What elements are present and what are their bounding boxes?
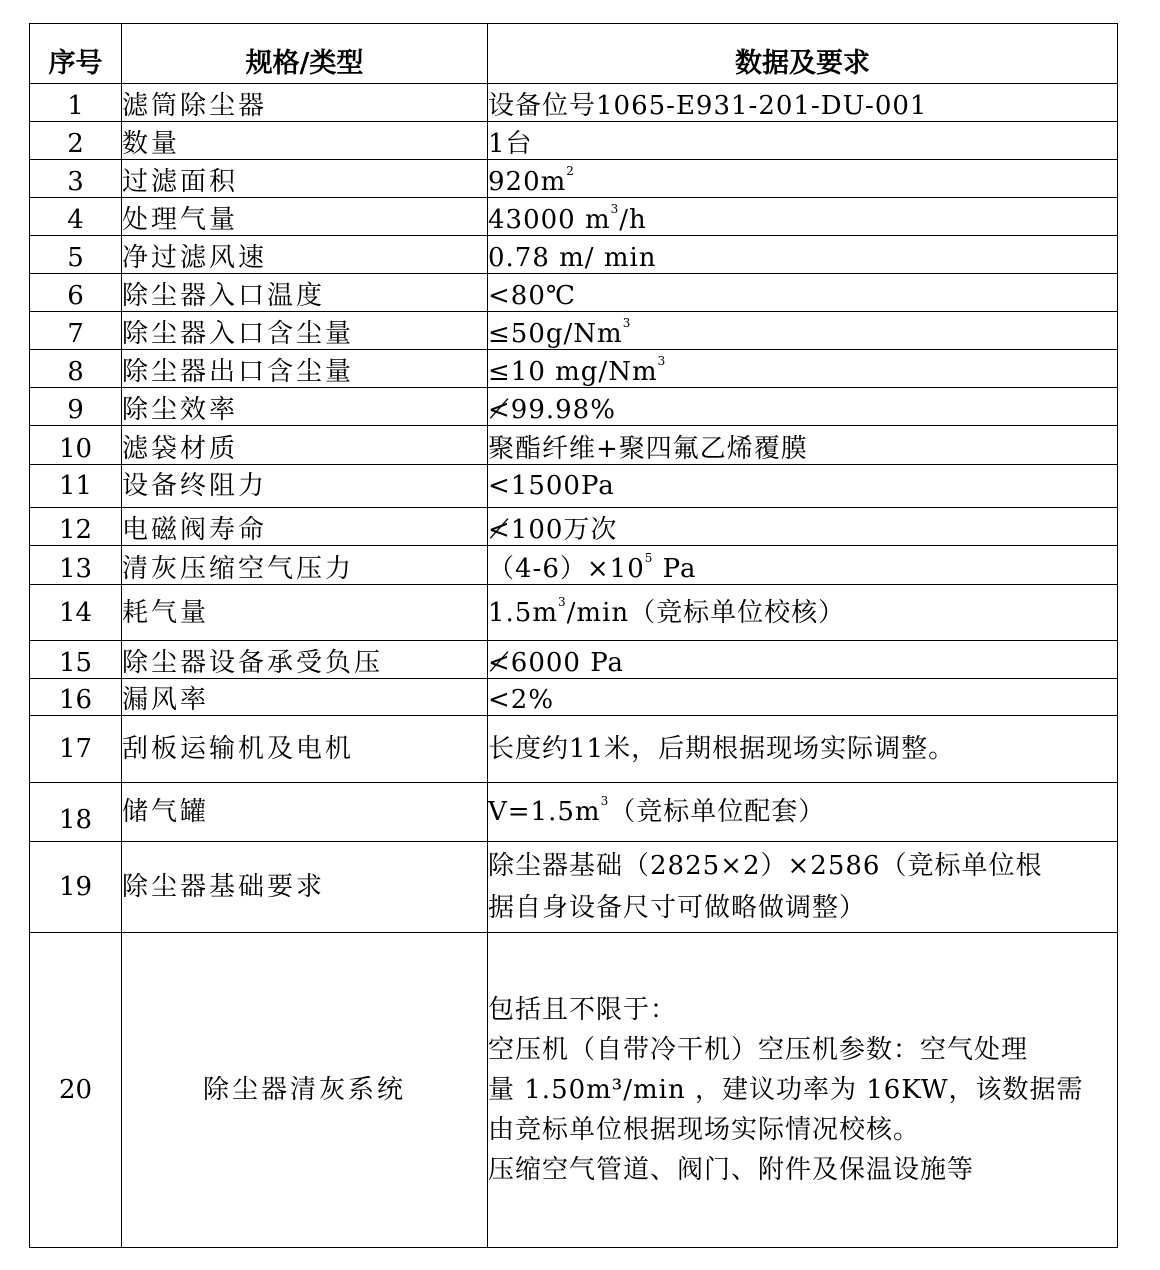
row-no: 6 [30,274,122,312]
superscript: 3 [657,354,667,368]
table-row [30,388,1118,426]
row-no: 12 [30,508,122,546]
data-text: ≤50g/Nm [488,319,623,349]
header-data: 数据及要求 [488,24,1118,84]
row-spec: 除尘器基础要求 [122,842,488,933]
data-text: ≤10 mg/Nm [488,357,658,387]
table-row [30,274,1118,312]
superscript: 3 [610,202,620,216]
data-text-suffix: /h [619,205,647,235]
row-data: 0.78 m/ min [488,236,1118,274]
row-data [488,842,1118,933]
data-line: 由竞标单位根据现场实际情况校核。 [488,1115,921,1145]
row-data [488,160,1118,198]
spec-table [29,23,1118,1248]
table-row [30,236,1118,274]
row-spec: 净过滤风速 [122,236,488,274]
table-row [30,508,1118,546]
data-line: 量 1.50m³/min ，建议功率为 16KW，该数据需 [488,1075,1084,1105]
row-spec: 漏风率 [122,679,488,716]
row-spec: 数量 [122,122,488,160]
row-spec: 除尘器清灰系统 [122,933,488,1248]
table-row [30,122,1118,160]
row-no: 17 [30,716,122,783]
data-line: 空压机（自带冷干机）空压机参数：空气处理 [488,1035,1029,1065]
row-no: 5 [30,236,122,274]
row-data: ≮99.98% [488,388,1118,426]
row-no: 7 [30,312,122,350]
superscript: 5 [644,551,654,565]
row-spec: 清灰压缩空气压力 [122,546,488,585]
header-spec: 规格/类型 [122,24,488,84]
row-spec: 刮板运输机及电机 [122,716,488,783]
data-text: （4-6）×10 [488,554,645,584]
row-no: 13 [30,546,122,585]
row-data: ≮6000 Pa [488,641,1118,679]
table-row [30,84,1118,122]
table-row [30,933,1118,1248]
data-line: 除尘器基础（2825×2）×2586（竞标单位根 [488,851,1043,881]
row-spec: 滤筒除尘器 [122,84,488,122]
table-row [30,585,1118,641]
row-spec: 除尘效率 [122,388,488,426]
row-data [488,546,1118,585]
row-no: 10 [30,426,122,465]
table-row [30,641,1118,679]
data-text: 1.5m [488,597,559,628]
row-data: 聚酯纤维+聚四氟乙烯覆膜 [488,426,1118,465]
table-row [30,312,1118,350]
row-no: 14 [30,585,122,641]
row-no: 19 [30,842,122,933]
row-spec: 储气罐 [122,783,488,842]
row-spec: 电磁阀寿命 [122,508,488,546]
superscript: 3 [558,594,567,609]
row-data: 长度约11米，后期根据现场实际调整。 [488,716,1118,783]
row-no: 3 [30,160,122,198]
row-spec: 除尘器入口温度 [122,274,488,312]
row-spec: 耗气量 [122,585,488,641]
row-no: 15 [30,641,122,679]
row-spec: 过滤面积 [122,160,488,198]
row-no: 4 [30,198,122,236]
row-data: 1台 [488,122,1118,160]
data-line: 包括且不限于： [488,995,678,1025]
table-row [30,842,1118,933]
data-line: 压缩空气管道、阀门、附件及保温设施等 [488,1155,975,1185]
table-row [30,465,1118,508]
row-data: <2% [488,679,1118,716]
header-row [30,24,1118,84]
table-row [30,546,1118,585]
table-row [30,350,1118,388]
header-no: 序号 [30,24,122,84]
row-data [488,585,1118,641]
row-data: 设备位号1065-E931-201-DU-001 [488,84,1118,122]
row-spec: 除尘器出口含尘量 [122,350,488,388]
superscript: 3 [600,794,610,808]
row-no: 16 [30,679,122,716]
superscript: 3 [622,316,632,330]
data-text-suffix: Pa [653,554,697,584]
table-row [30,198,1118,236]
row-data [488,783,1118,842]
row-no: 9 [30,388,122,426]
row-data: <1500Pa [488,465,1118,508]
row-data [488,312,1118,350]
row-spec: 除尘器设备承受负压 [122,641,488,679]
data-text: V=1.5m [488,797,601,827]
row-no: 11 [30,465,122,508]
data-text: 920m [488,167,567,197]
row-spec: 滤袋材质 [122,426,488,465]
row-data [488,933,1118,1248]
data-text: 43000 m [488,205,611,235]
row-data: <80℃ [488,274,1118,312]
row-no: 8 [30,350,122,388]
table-row [30,426,1118,465]
row-spec: 设备终阻力 [122,465,488,508]
data-text-suffix: （竞标单位配套） [609,797,826,827]
data-line: 据自身设备尺寸可做略做调整） [488,893,867,923]
row-data [488,350,1118,388]
row-data [488,198,1118,236]
table-row [30,160,1118,198]
row-spec: 除尘器入口含尘量 [122,312,488,350]
row-data: ≮100万次 [488,508,1118,546]
table-row [30,783,1118,842]
superscript: 2 [566,164,575,178]
row-no: 2 [30,122,122,160]
table-row [30,716,1118,783]
row-no: 20 [30,933,122,1248]
row-spec: 处理气量 [122,198,488,236]
row-no: 1 [30,84,122,122]
data-text-suffix: /min（竞标单位校核） [566,597,846,628]
row-no: 18 [30,783,122,842]
table-row [30,679,1118,716]
